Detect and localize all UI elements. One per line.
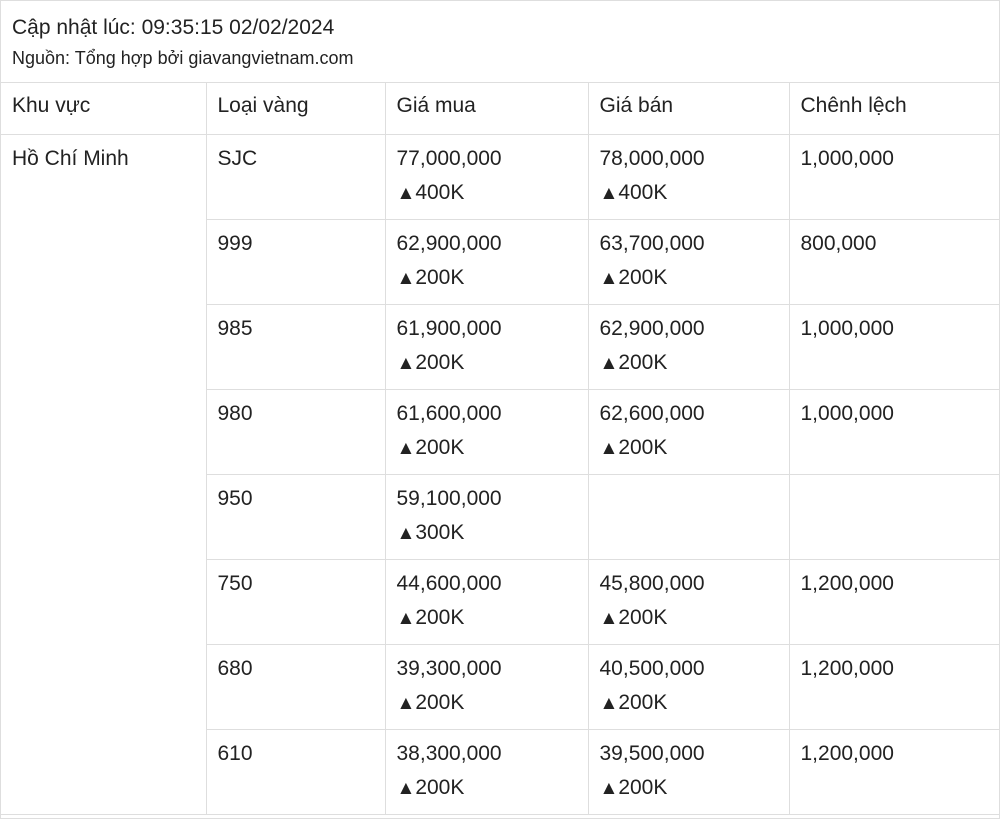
price-change xyxy=(600,686,789,721)
buy-price-cell xyxy=(385,559,588,644)
price-value: 62,900,000 xyxy=(396,231,502,255)
up-arrow-icon: ▲ xyxy=(599,692,619,714)
sell-price-cell xyxy=(588,474,789,559)
change-amount: 400K xyxy=(618,180,668,204)
sell-price-cell xyxy=(588,644,789,729)
spread-cell: 1,200,000 xyxy=(789,729,999,814)
gold-type-cell: 999 xyxy=(206,219,385,304)
up-arrow-icon: ▲ xyxy=(599,777,619,799)
up-arrow-icon: ▲ xyxy=(599,267,619,289)
price-value: 61,600,000 xyxy=(396,401,502,425)
change-amount: 200K xyxy=(618,435,668,459)
spread-cell: 1,200,000 xyxy=(789,559,999,644)
price-change xyxy=(600,176,789,211)
change-amount: 200K xyxy=(618,265,668,289)
price-change xyxy=(397,346,588,381)
price-value: 44,600,000 xyxy=(396,571,502,595)
up-arrow-icon: ▲ xyxy=(396,437,416,459)
source-credit: Nguồn: Tổng hợp bởi giavangvietnam.com xyxy=(12,48,354,68)
buy-price-cell xyxy=(385,134,588,219)
buy-price-cell xyxy=(385,644,588,729)
gold-type-cell: 750 xyxy=(206,559,385,644)
up-arrow-icon: ▲ xyxy=(599,437,619,459)
gold-type-cell: 610 xyxy=(206,729,385,814)
buy-price-cell xyxy=(385,304,588,389)
up-arrow-icon: ▲ xyxy=(599,352,619,374)
price-change xyxy=(600,431,789,466)
price-change xyxy=(397,431,588,466)
change-amount: 200K xyxy=(415,350,465,374)
price-change xyxy=(397,771,588,806)
column-header-buy-price: Giá mua xyxy=(385,83,588,134)
table-caption xyxy=(1,1,999,83)
price-value: 40,500,000 xyxy=(599,656,705,680)
price-value: 78,000,000 xyxy=(599,146,705,170)
spread-cell: 800,000 xyxy=(789,219,999,304)
change-amount: 200K xyxy=(415,775,465,799)
buy-price-cell xyxy=(385,729,588,814)
price-value: 59,100,000 xyxy=(396,486,502,510)
price-change xyxy=(397,686,588,721)
up-arrow-icon: ▲ xyxy=(396,522,416,544)
price-change xyxy=(397,601,588,636)
column-header-gold-type: Loại vàng xyxy=(206,83,385,134)
gold-type-cell: 950 xyxy=(206,474,385,559)
price-value: 45,800,000 xyxy=(599,571,705,595)
spread-cell: 1,000,000 xyxy=(789,134,999,219)
sell-price-cell xyxy=(588,134,789,219)
price-value: 38,300,000 xyxy=(396,741,502,765)
price-change xyxy=(600,771,789,806)
up-arrow-icon: ▲ xyxy=(396,777,416,799)
change-amount: 200K xyxy=(415,690,465,714)
table-body xyxy=(1,134,999,814)
column-header-region: Khu vực xyxy=(1,83,206,134)
gold-price-table xyxy=(1,83,999,815)
price-value: 61,900,000 xyxy=(396,316,502,340)
buy-price-cell xyxy=(385,219,588,304)
updated-timestamp: Cập nhật lúc: 09:35:15 02/02/2024 xyxy=(12,16,335,39)
up-arrow-icon: ▲ xyxy=(599,182,619,204)
price-value: 62,600,000 xyxy=(599,401,705,425)
change-amount: 200K xyxy=(415,435,465,459)
price-value: 39,500,000 xyxy=(599,741,705,765)
sell-price-cell xyxy=(588,219,789,304)
sell-price-cell xyxy=(588,729,789,814)
up-arrow-icon: ▲ xyxy=(396,352,416,374)
gold-type-cell: 985 xyxy=(206,304,385,389)
price-change xyxy=(600,601,789,636)
spread-cell: 1,000,000 xyxy=(789,304,999,389)
price-value: 77,000,000 xyxy=(396,146,502,170)
change-amount: 200K xyxy=(415,265,465,289)
change-amount: 200K xyxy=(618,775,668,799)
price-change xyxy=(600,346,789,381)
price-value: 39,300,000 xyxy=(396,656,502,680)
change-amount: 200K xyxy=(618,690,668,714)
price-value: 62,900,000 xyxy=(599,316,705,340)
gold-type-cell: 680 xyxy=(206,644,385,729)
up-arrow-icon: ▲ xyxy=(396,692,416,714)
sell-price-cell xyxy=(588,559,789,644)
column-header-spread: Chênh lệch xyxy=(789,83,999,134)
change-amount: 400K xyxy=(415,180,465,204)
gold-type-cell: SJC xyxy=(206,134,385,219)
change-amount: 200K xyxy=(618,605,668,629)
spread-cell: 1,200,000 xyxy=(789,644,999,729)
sell-price-cell xyxy=(588,389,789,474)
price-change xyxy=(397,176,588,211)
up-arrow-icon: ▲ xyxy=(396,607,416,629)
up-arrow-icon: ▲ xyxy=(599,607,619,629)
change-amount: 300K xyxy=(415,520,465,544)
buy-price-cell xyxy=(385,389,588,474)
spread-cell: 1,000,000 xyxy=(789,389,999,474)
table-row xyxy=(1,134,999,219)
price-value: 63,700,000 xyxy=(599,231,705,255)
price-change xyxy=(600,261,789,296)
column-header-sell-price: Giá bán xyxy=(588,83,789,134)
buy-price-cell xyxy=(385,474,588,559)
table-header-row xyxy=(1,83,999,134)
price-change xyxy=(397,261,588,296)
gold-type-cell: 980 xyxy=(206,389,385,474)
spread-cell xyxy=(789,474,999,559)
change-amount: 200K xyxy=(415,605,465,629)
up-arrow-icon: ▲ xyxy=(396,182,416,204)
up-arrow-icon: ▲ xyxy=(396,267,416,289)
sell-price-cell xyxy=(588,304,789,389)
change-amount: 200K xyxy=(618,350,668,374)
price-change xyxy=(397,516,588,551)
region-cell: Hồ Chí Minh xyxy=(1,134,206,814)
